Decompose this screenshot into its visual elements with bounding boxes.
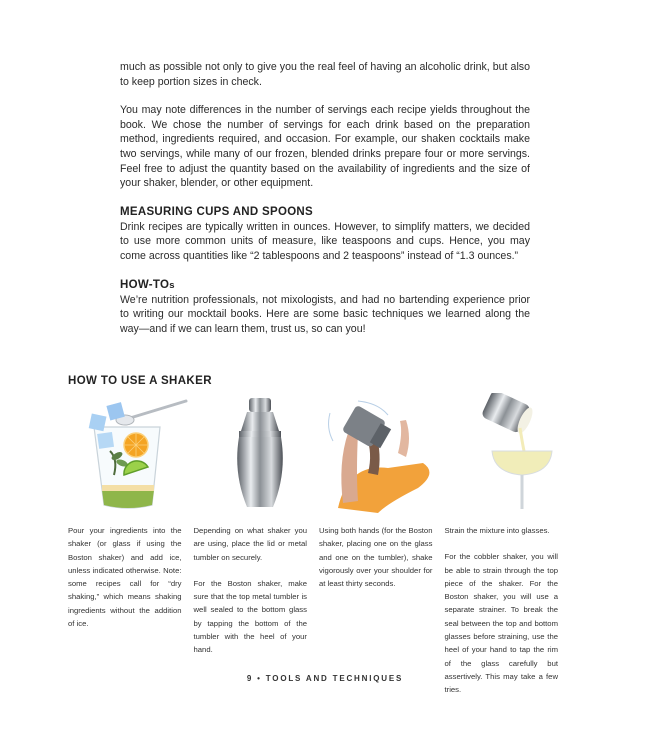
step-2-text-a: Depending on what shaker you are using, place the lid or metal tumbler on securely. xyxy=(193,526,307,562)
intro-text xyxy=(120,60,530,350)
howtos-heading-main: HOW-TO xyxy=(120,278,170,291)
step-3-text: Using both hands (for the Boston shaker, placing one on the glass and one on the tumbler), shake vigorously over your shoulder for at least thirty seconds. xyxy=(319,526,433,589)
step-4-text-b: For the cobbler shaker, you will be able to strain through the top piece of the shaker. For the Boston shaker, you will use a separate strainer. To break the seal between the top and bottom glasses before straining, use the heel of your hand to tap the rim of the glass carefully but assertively. This may take a few tries. xyxy=(444,552,558,695)
howtos-heading xyxy=(120,278,530,293)
measuring-body: Drink recipes are typically written in ounces. However, to simplify matters, we decided to use more common units of measure, like teaspoons and cups. Hence, you may come across quantities like “2 tablespoons and 2 teaspoons” instead of “1.3 ounces.” xyxy=(120,220,530,262)
howtos-body: We’re nutrition professionals, not mixologists, and had no bartending experience prior to writing our mocktail books. Here are some basic techniques we learned along the way—and if we can learn them, trust us, so can you! xyxy=(120,293,530,335)
page-footer: 9 • TOOLS AND TECHNIQUES xyxy=(246,674,404,683)
pouring-into-coupe-glass-icon xyxy=(462,393,592,513)
measuring-heading: MEASURING CUPS AND SPOONS xyxy=(120,205,314,218)
shaker-section-title: HOW TO USE A SHAKER xyxy=(68,375,212,387)
step-1-text: Pour your ingredients into the shaker (or glass if using the Boston shaker) and add ice, unless indicated otherwise. Note: some recipes call for “dry shaking,” which means shaking ingredients without the addition of ice. xyxy=(68,526,182,629)
intro-paragraph-2: You may note differences in the number of servings each recipe yields throughout the book. We chose the number of servings for each drink based on the preparation method, ingredients required, and occasion. For example, our shaken cocktails make two servings, while many of our frozen, blended drinks prepare four or more servings. Feel free to adjust the quantity based on the availability of ingredients and the size of your shaker, blender, or other equipment. xyxy=(120,104,530,190)
intro-paragraph-1: much as possible not only to give you the real feel of having an alcoholic drink, but also to keep portion sizes in check. xyxy=(120,61,530,88)
hands-shaking-shaker-icon xyxy=(318,393,448,513)
step-2-text-b: For the Boston shaker, make sure that the top metal tumbler is well sealed to the bottom glass by tapping the bottom of the tumbler with the heel of your hand. xyxy=(193,578,307,655)
step-4-text-a: Strain the mixture into glasses. xyxy=(444,526,550,535)
glass-with-ice-citrus-mint-icon xyxy=(68,393,198,513)
cobbler-shaker-icon xyxy=(195,393,325,513)
howtos-heading-suffix: s xyxy=(169,279,175,291)
